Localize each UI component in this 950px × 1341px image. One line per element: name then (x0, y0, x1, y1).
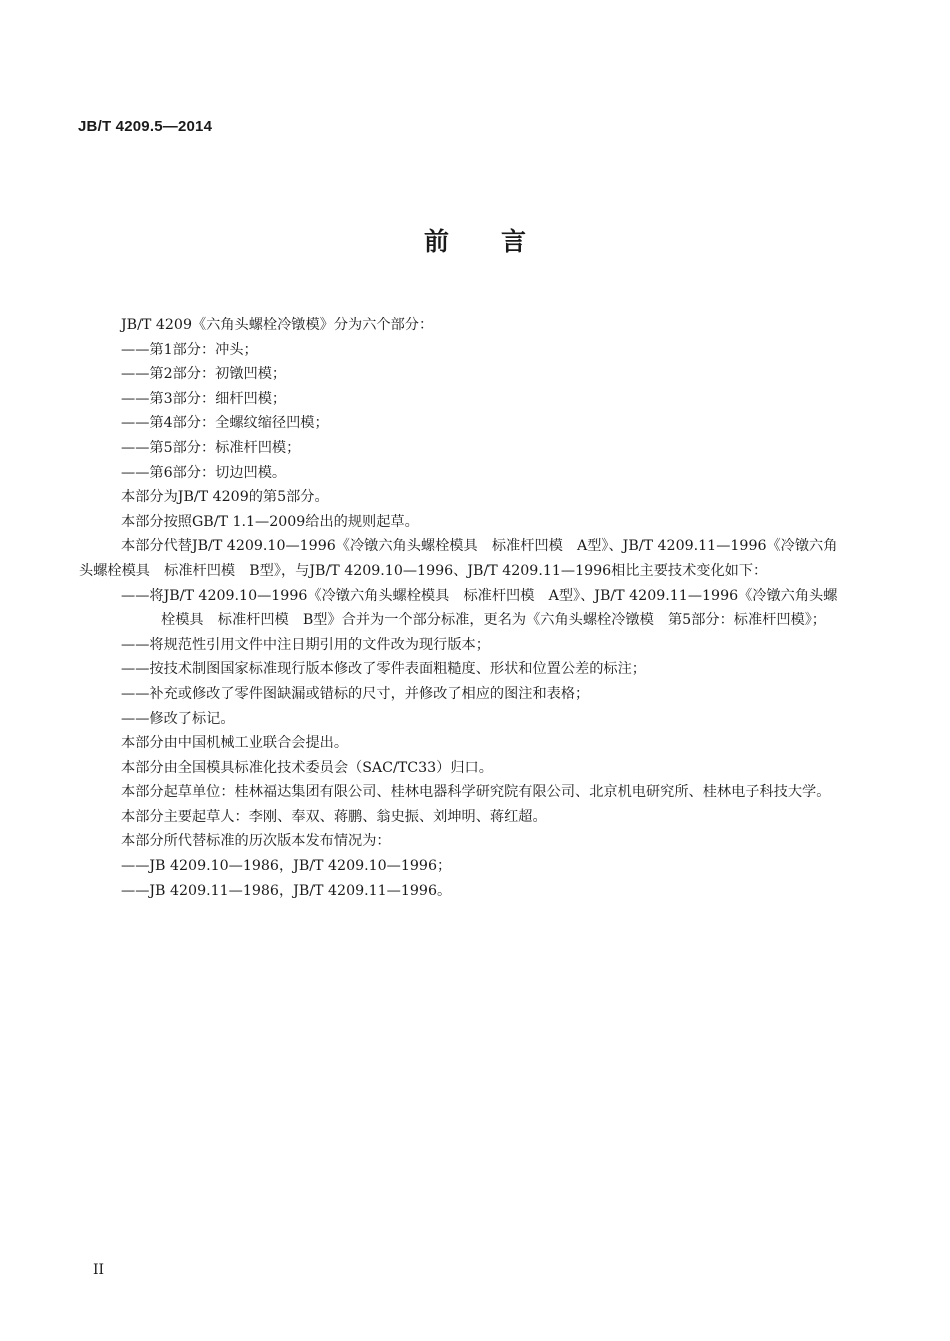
history-intro-paragraph: 本部分所代替标准的历次版本发布情况为： (121, 833, 391, 850)
standard-code: JB/T 4209.5—2014 (78, 118, 213, 135)
document-body (79, 313, 843, 903)
part-list-item: ——第5部分：标准杆凹模； (121, 439, 301, 456)
part-list-item: ——第4部分：全螺纹缩径凹模； (121, 415, 329, 432)
change-list-item: ——修改了标记。 (121, 710, 235, 727)
drafters-paragraph: 本部分主要起草人：李刚、奉双、蒋鹏、翁史振、刘坤明、蒋红超。 (121, 808, 547, 825)
drafting-rule-paragraph: 本部分按照GB/T 1.1—2009给出的规则起草。 (121, 513, 419, 530)
part-list-item: ——第6部分：切边凹模。 (121, 464, 287, 481)
managed-by-paragraph: 本部分由全国模具标准化技术委员会（SAC/TC33）归口。 (121, 759, 493, 776)
replaces-paragraph: 本部分代替JB/T 4209.10—1996《冷镦六角头螺栓模具 标准杆凹模 A型》、JB/T 4209.11—1996《冷镦六角头螺栓模具 标准杆凹模 B型》，与JB/T 4209.10—1996、JB/T 4209.11—1996相比主要技术变化如下： (79, 538, 838, 579)
part-list-item: ——第1部分：冲头； (121, 341, 258, 358)
page-number: II (93, 1262, 105, 1278)
history-list-item: ——JB 4209.11—1986，JB/T 4209.11—1996。 (121, 882, 452, 899)
part-list-item: ——第2部分：初镦凹模； (121, 366, 287, 383)
change-list-item: ——补充或修改了零件图缺漏或错标的尺寸，并修改了相应的图注和表格； (121, 685, 590, 702)
change-list-item: ——按技术制图国家标准现行版本修改了零件表面粗糙度、形状和位置公差的标注； (121, 661, 646, 678)
change-list-item: ——将规范性引用文件中注日期引用的文件改为现行版本； (121, 636, 490, 653)
proposed-by-paragraph: 本部分由中国机械工业联合会提出。 (121, 735, 349, 752)
drafting-units-paragraph: 本部分起草单位：桂林福达集团有限公司、桂林电器科学研究院有限公司、北京机电研究所、桂林电子科技大学。 (121, 784, 831, 801)
history-list-item: ——JB 4209.10—1986，JB/T 4209.10—1996； (121, 858, 452, 875)
change-list-item: ——将JB/T 4209.10—1996《冷镦六角头螺栓模具 标准杆凹模 A型》、JB/T 4209.11—1996《冷镦六角头螺栓模具 标准杆凹模 B型》合并为一个部分标准，更名为《六角头螺栓冷镦模 第5部分：标准杆凹模》； (121, 587, 838, 629)
page-title: 前言 (423, 227, 578, 256)
intro-paragraph: JB/T 4209《六角头螺栓冷镦模》分为六个部分： (121, 317, 434, 333)
part-list-item: ——第3部分：细杆凹模； (121, 390, 287, 407)
this-part-paragraph: 本部分为JB/T 4209的第5部分。 (121, 489, 329, 506)
